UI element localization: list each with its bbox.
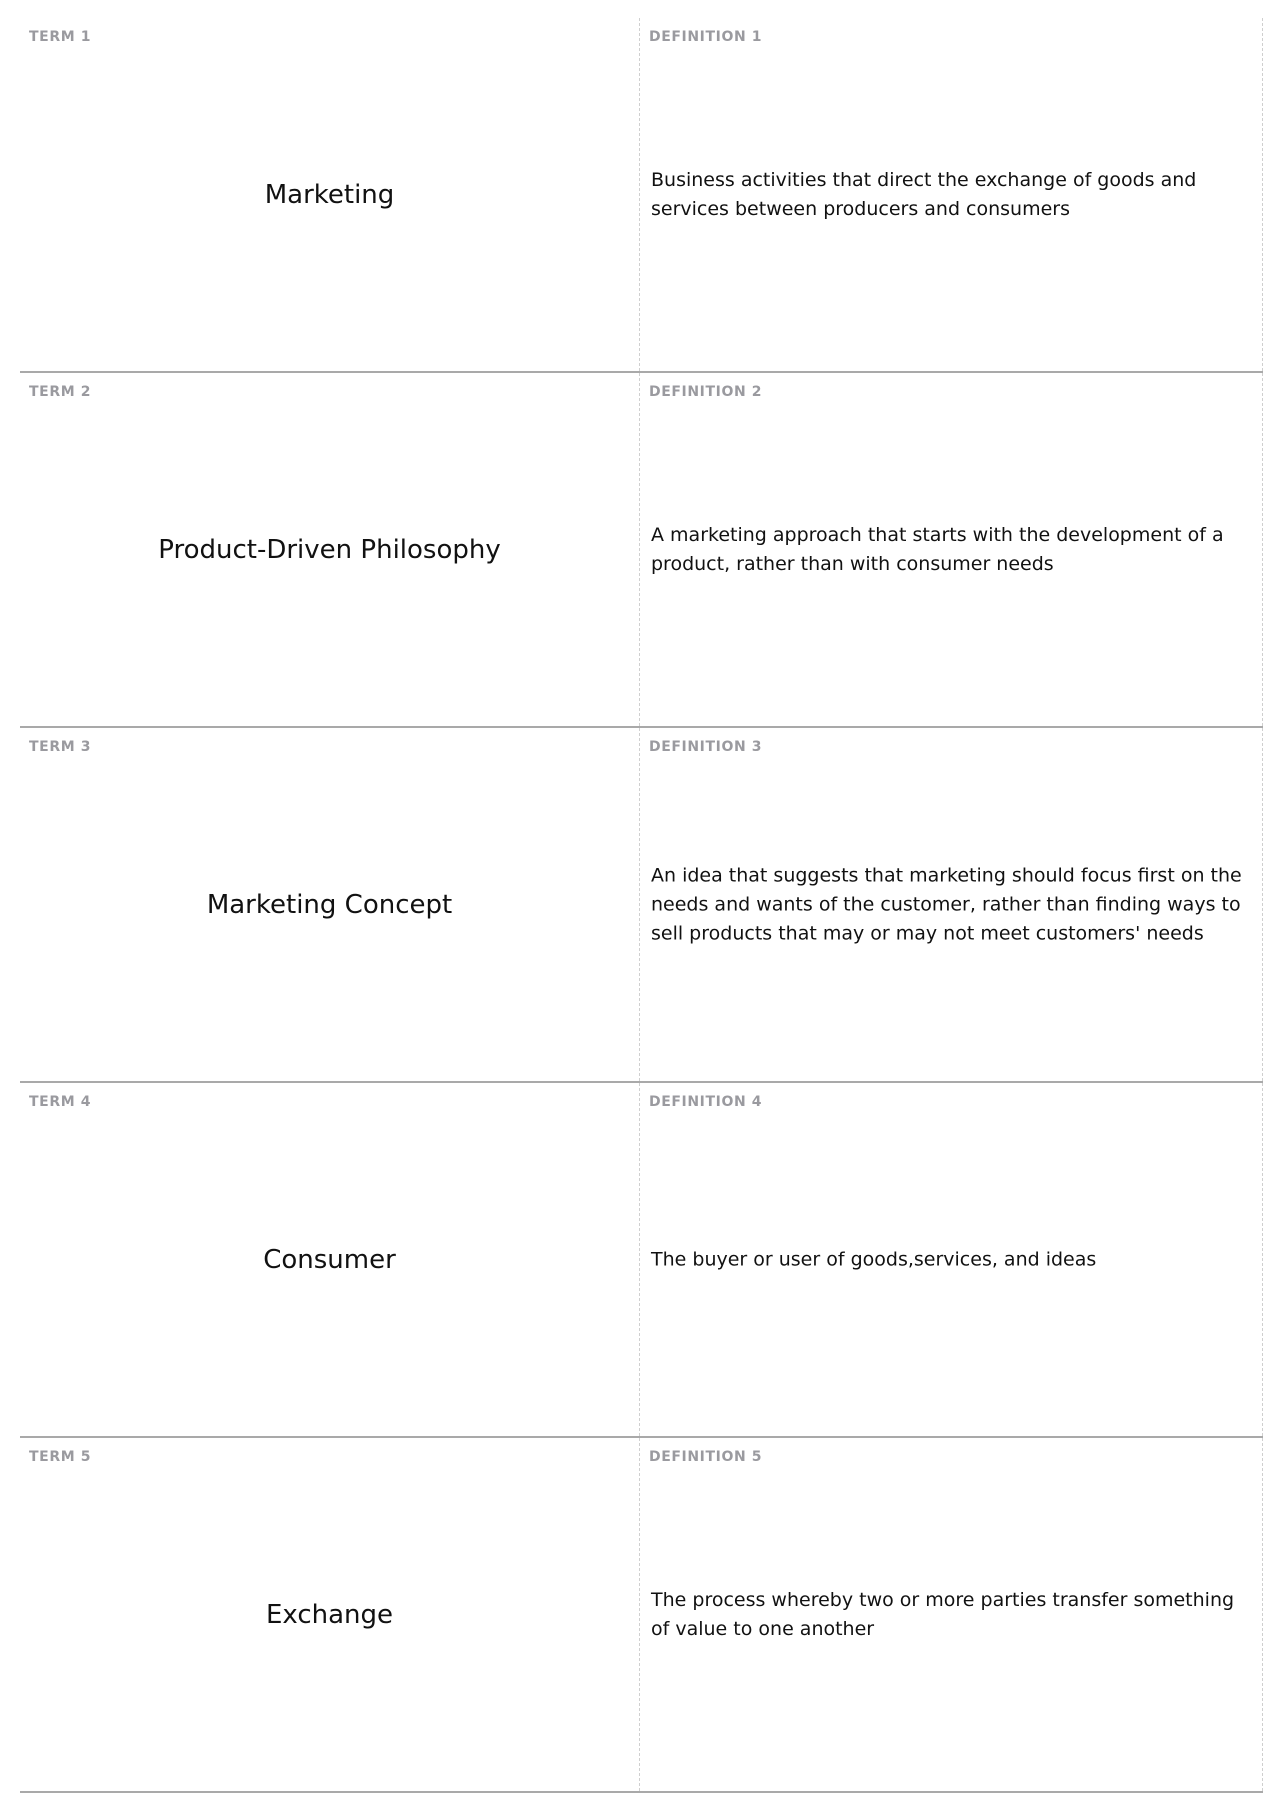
definition-text: The buyer or user of goods,services, and ideas — [651, 1248, 1097, 1270]
definition-cell — [640, 1083, 1263, 1436]
definition-label: DEFINITION 3 — [649, 739, 763, 755]
definition-label: DEFINITION 5 — [649, 1449, 763, 1465]
term-label: TERM 4 — [29, 1094, 92, 1110]
definition-cell — [640, 728, 1263, 1081]
term-cell — [20, 728, 640, 1081]
definition-cell — [640, 1438, 1263, 1791]
definition-text: Business activities that direct the exchange of goods and services between producers and consumers — [651, 168, 1197, 220]
definition-text: A marketing approach that starts with the development of a product, rather than with consumer needs — [651, 523, 1224, 575]
flashcard-row — [20, 1083, 1263, 1438]
term-text: Exchange — [265, 1599, 394, 1630]
term-cell — [20, 18, 640, 371]
term-label: TERM 3 — [29, 739, 92, 755]
term-text: Marketing — [264, 179, 395, 210]
definition-text: The process whereby two or more parties transfer something of value to one another — [651, 1588, 1235, 1640]
definition-label: DEFINITION 1 — [649, 29, 763, 45]
flashcard-row — [20, 728, 1263, 1083]
definition-label: DEFINITION 2 — [649, 384, 763, 400]
flashcard-row — [20, 373, 1263, 728]
term-cell — [20, 373, 640, 726]
term-cell — [20, 1083, 640, 1436]
definition-cell — [640, 373, 1263, 726]
term-text: Marketing Concept — [206, 889, 453, 920]
flashcard-row — [20, 1438, 1263, 1793]
definition-cell — [640, 18, 1263, 371]
term-label: TERM 2 — [29, 384, 92, 400]
term-text: Product-Driven Philosophy — [158, 534, 501, 565]
term-text: Consumer — [263, 1244, 396, 1275]
flashcard-row — [20, 18, 1263, 373]
definition-text: An idea that suggests that marketing should focus first on the needs and wants of the customer, rather than finding ways to sell products that may or may not meet customers' needs — [651, 864, 1242, 944]
definition-label: DEFINITION 4 — [649, 1094, 763, 1110]
flashcard-sheet — [20, 18, 1263, 1793]
term-label: TERM 1 — [29, 29, 92, 45]
term-cell — [20, 1438, 640, 1791]
term-label: TERM 5 — [29, 1449, 92, 1465]
